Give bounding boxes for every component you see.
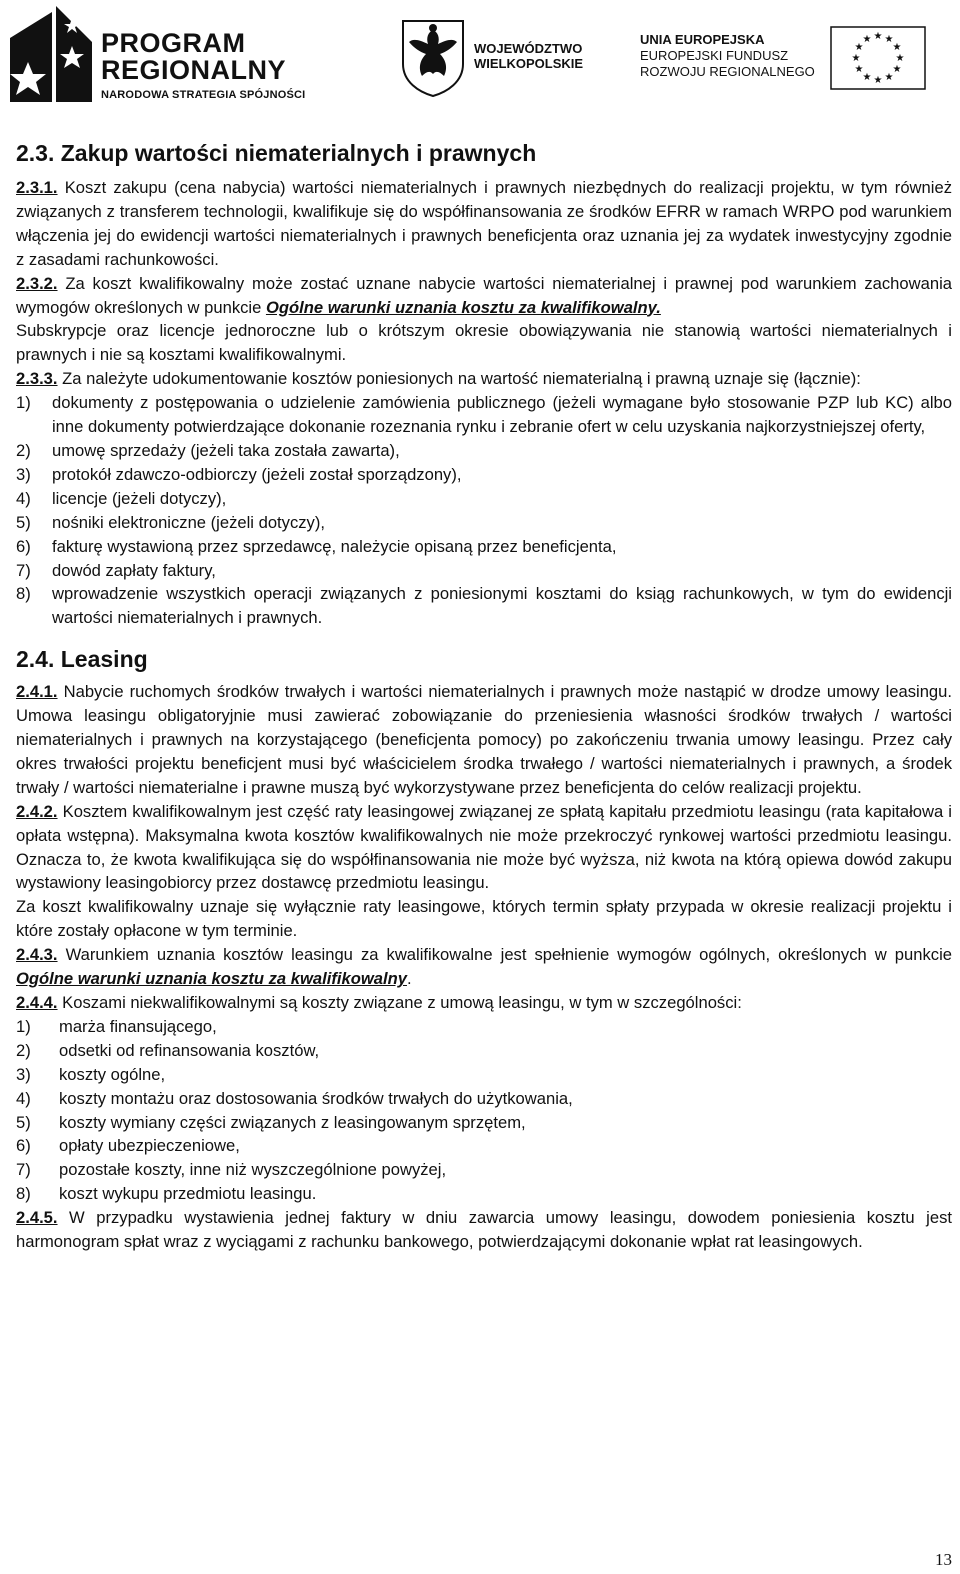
paragraph-2-3-2-cont: Subskrypcje oraz licencje jednoroczne lub o krótszym okresie obowiązywania nie stanowią wartości niematerialnych i prawnych i nie są kosztami kwalifikowalnymi. [16,321,952,365]
program-line2: REGIONALNY [101,55,287,85]
list-marker: 2) [16,1040,31,1060]
document-body [16,138,952,1254]
program-regionalny-logo [6,2,336,106]
list-marker: 5) [16,512,31,532]
paragraph-2-3-3 [16,367,952,391]
list-item [16,439,952,463]
paragraph-end: . [406,969,412,989]
paragraph-2-4-5 [16,1206,952,1254]
region-line2: WIELKOPOLSKIE [474,56,584,71]
list-item-text: odsetki od refinansowania kosztów, [59,1040,320,1060]
program-line1: PROGRAM [101,28,246,58]
list-marker: 8) [16,584,31,604]
clause-number: 2.4.5. [16,1208,58,1228]
cross-reference: Ogólne warunki uznania kosztu za kwalifikowalny. [265,297,661,317]
list-marker: 4) [16,488,31,508]
svg-text:★: ★ [873,31,883,42]
svg-text:★: ★ [892,64,902,75]
clause-number: 2.4.2. [16,801,58,821]
section-2-4-title: 2.4. Leasing [16,646,148,673]
list-marker: 7) [16,560,31,580]
program-regionalny-emblem-icon [6,2,98,106]
paragraph-text: Koszt zakupu (cena nabycia) wartości niematerialnych i prawnych niezbędnych do realizacji projektu, w tym również związanych z transferem technologii, kwalifikuje się do współfinansowania ze środków EFRR w ramach WRPO pod warunkiem włączenia jej do ewidencji wartości niematerialnych i prawnych beneficjenta oraz uznania jej za wydatek inwestycyjny zgodnie z zasadami rachunkowości. [16,178,952,269]
eu-flag-icon [830,26,926,90]
list-item-text: dowód zapłaty faktury, [52,560,216,580]
region-line1: WOJEWÓDZTWO [474,41,583,56]
svg-text:★: ★ [851,53,861,64]
list-item-text: nośniki elektroniczne (jeżeli dotyczy), [52,512,325,532]
svg-text:★: ★ [854,42,864,53]
list-item [16,559,952,583]
documents-list [16,391,952,630]
clause-number: 2.3.3. [16,369,58,389]
paragraph-2-4-2-cont: Za koszt kwalifikowalny uznaje się wyłącznie raty leasingowe, których termin spłaty przypada w okresie realizacji projektu i które zostały opłacone w tym terminie. [16,897,952,941]
list-item [16,487,952,511]
paragraph-text: W przypadku wystawienia jednej faktury w dniu zawarcia umowy leasingu, dowodem poniesienia kosztu jest harmonogram spłat wraz z wyciągami z rachunku bankowego, potwierdzającymi dokonanie wpłat rat leasingowych. [16,1208,952,1252]
clause-number: 2.3.2. [16,273,58,293]
eagle-crest-icon [400,18,466,98]
list-item [16,582,952,630]
list-item-text: marża finansującego, [59,1016,217,1036]
svg-text:★: ★ [884,34,894,45]
paragraph-2-3-2 [16,272,952,320]
svg-text:★: ★ [862,72,872,83]
section-2-3-title: 2.3. Zakup wartości niematerialnych i prawnych [16,140,537,166]
cross-reference: Ogólne warunki uznania kosztu za kwalifikowalny [16,969,407,989]
list-marker: 6) [16,536,31,556]
page-header [0,0,960,110]
svg-text:★: ★ [892,42,902,53]
list-item [16,1182,952,1206]
list-item [16,1063,952,1087]
list-item [16,1087,952,1111]
paragraph-2-4-3 [16,943,952,991]
paragraph-text: Za należyte udokumentowanie kosztów poniesionych na wartość niematerialną i prawną uznaje się (łącznie): [57,369,861,389]
list-marker: 6) [16,1136,31,1156]
list-item-text: protokół zdawczo-odbiorczy (jeżeli został sporządzony), [52,464,462,484]
list-item-text: koszty montażu oraz dostosowania środków trwałych do użytkowania, [59,1088,573,1108]
paragraph-text: Warunkiem uznania kosztów leasingu za kwalifikowalne jest spełnienie wymogów ogólnych, określonych w punkcie [57,945,952,965]
clause-number: 2.3.1. [16,178,58,197]
paragraph-2-4-1 [16,680,952,800]
eu-line1: UNIA EUROPEJSKA [640,32,765,47]
paragraph-text: Koszami niekwalifikowalnymi są koszty związane z umową leasingu, w tym w szczególności: [57,993,742,1012]
list-item [16,463,952,487]
list-item [16,1015,952,1039]
list-item-text: wprowadzenie wszystkich operacji związanych z poniesionymi kosztami do ksiąg rachunkowych, w tym do ewidencji wartości niematerialnych i prawnych. [52,584,952,628]
list-marker: 5) [16,1112,31,1132]
paragraph-2-4-4 [16,991,952,1015]
paragraph-text: Za koszt kwalifikowalny może zostać uznane nabycie wartości niematerialnej i prawnej pod warunkiem zachowania wymogów określonych w punkcie [16,273,952,317]
list-item [16,1111,952,1135]
list-item [16,1039,952,1063]
list-item-text: fakturę wystawioną przez sprzedawcę, należycie opisaną przez beneficjenta, [52,536,617,556]
eu-line2: EUROPEJSKI FUNDUSZ [640,48,789,63]
clause-number: 2.4.1. [16,682,58,702]
list-item-text: koszty ogólne, [59,1064,166,1084]
list-item [16,511,952,535]
non-eligible-costs-list [16,1015,952,1206]
list-item-text: pozostałe koszty, inne niż wyszczególnione powyżej, [59,1160,447,1180]
list-marker: 3) [16,464,31,484]
paragraph-text: Nabycie ruchomych środków trwałych i wartości niematerialnych i prawnych może nastąpić w drodze umowy leasingu. Umowa leasingu obligatoryjnie musi zawierać zobowiązanie do przeniesienia własności środków trwałych / wartości niematerialnych i prawnych na korzystającego (beneficjenta pomocy) po zakończeniu trwania umowy leasingu. Przez cały okres trwałości projektu beneficjent musi być właścicielem środka trwałego / wartości niematerialnych i prawnych, a środek trwały / wartości niematerialne i prawne muszą być wykorzystywane przez beneficjenta do celów realizacji projektu. [16,682,952,797]
paragraph-2-3-1 [16,176,952,272]
eu-logo [640,32,940,92]
list-item-text: dokumenty z postępowania o udzielenie zamówienia publicznego (jeżeli wymagane było stosowanie PZP lub KC) albo inne dokumenty potwierdzające dokonanie rozeznania rynku i zebranie ofert w celu uzyskania najkorzystniejszej oferty, [52,393,952,437]
svg-text:★: ★ [862,34,872,45]
list-marker: 7) [16,1160,31,1180]
list-marker: 1) [16,1016,31,1036]
page-number: 13 [935,1550,952,1569]
list-item [16,1134,952,1158]
list-item-text: opłaty ubezpieczeniowe, [59,1136,240,1156]
svg-text:★: ★ [873,75,883,86]
list-item [16,1158,952,1182]
wielkopolska-logo [400,18,600,98]
list-marker: 8) [16,1184,31,1204]
list-item-text: umowę sprzedaży (jeżeli taka została zawarta), [52,440,400,460]
list-item-text: koszt wykupu przedmiotu leasingu. [59,1184,317,1204]
list-item-text: licencje (jeżeli dotyczy), [52,488,227,508]
clause-number: 2.4.3. [16,945,58,965]
list-marker: 1) [16,393,31,413]
list-item [16,535,952,559]
paragraph-text: Kosztem kwalifikowalnym jest część raty leasingowej związanej ze spłatą kapitału przedmiotu leasingu (rata kapitałowa i opłata wstępna). Maksymalna kwota kosztów kwalifikowalnych nie może przekroczyć rynkowej wartości przedmiotu leasingu. Oznacza to, że kwota kwalifikująca się do współfinansowania nie może być wyższa, niż kwota na którą opiewa dowód zakupu wystawiony leasingobiorcy przez dostawcę przedmiotu leasingu. [16,801,952,893]
list-marker: 3) [16,1064,31,1084]
clause-number: 2.4.4. [16,993,58,1012]
list-item-text: koszty wymiany części związanych z leasingowanym sprzętem, [59,1112,526,1132]
svg-text:★: ★ [854,64,864,75]
list-marker: 2) [16,440,31,460]
svg-text:★: ★ [884,72,894,83]
program-line3: NARODOWA STRATEGIA SPÓJNOŚCI [101,89,306,101]
list-marker: 4) [16,1088,31,1108]
list-item [16,391,952,439]
svg-text:★: ★ [895,53,905,64]
paragraph-2-4-2 [16,800,952,896]
eu-line3: ROZWOJU REGIONALNEGO [640,64,815,79]
